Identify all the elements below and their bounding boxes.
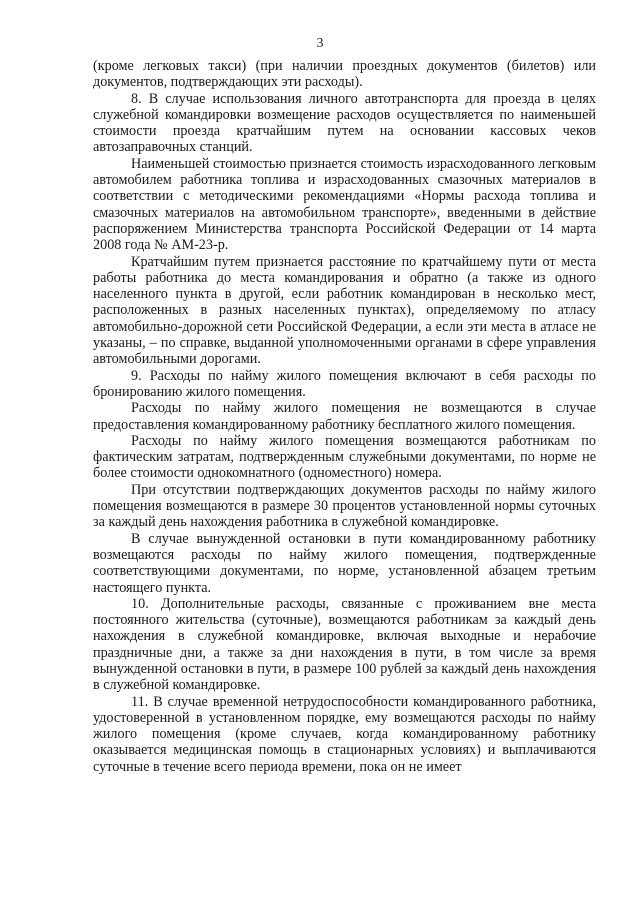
paragraph-item-8: 8. В случае использования личного автотранспорта для проезда в целях служебной командировки возмещение расходов осуществляется по наименьшей стоимости проезда кратчайшим путем на основании кассовых чеков автозаправочных станций.	[93, 90, 596, 156]
paragraph-no-documents: При отсутствии подтверждающих документов расходы по найму жилого помещения возмещаются в размере 30 процентов установленной нормы суточных за каждый день нахождения работника в служебной командировке.	[93, 481, 596, 531]
paragraph-item-11: 11. В случае временной нетрудоспособности командированного работника, удостоверенной в установленном порядке, ему возмещаются расходы по найму жилого помещения (кроме случаев, когда командированному работнику оказывается медицинская помощь в стационарных условиях) и выплачиваются суточные в течение всего периода времени, пока он не имеет	[93, 693, 596, 775]
paragraph-shortest-route: Кратчайшим путем признается расстояние по кратчайшему пути от места работы работника до места командирования и обратно (а также из одного населенного пункта в другой, если работник командирован в несколько мест, расположенных в разных населенных пунктах), определяемому по атласу автомобильно-дорожной сети Российской Федерации, а если эти места в атласе не указаны, – по справке, выданной уполномоченными органами в сфере управления автомобильными дорогами.	[93, 253, 596, 368]
paragraph-lowest-cost: Наименьшей стоимостью признается стоимость израсходованного легковым автомобилем работника топлива и израсходованных смазочных материалов в соответствии с методическими рекомендациями «Нормы расхода топлива и смазочных материалов на автомобильном транспорте», введенными в действие распоряжением Министерства транспорта Российской Федерации от 14 марта 2008 года № АМ-23-р.	[93, 155, 596, 254]
document-body	[93, 58, 596, 775]
paragraph-item-10: 10. Дополнительные расходы, связанные с проживанием вне места постоянного жительства (суточные), возмещаются работникам за каждый день нахождения в служебной командировке, включая выходные и нерабочие праздничные дни, а также за дни нахождения в пути, в том числе за время вынужденной остановки в пути, в размере 100 рублей за каждый день нахождения в служебной командировке.	[93, 595, 596, 694]
paragraph-item-9: 9. Расходы по найму жилого помещения включают в себя расходы по бронированию жилого помещения.	[93, 367, 596, 400]
paragraph-continuation: (кроме легковых такси) (при наличии проездных документов (билетов) или документов, подтверждающих эти расходы).	[93, 58, 596, 91]
paragraph-free-lodging: Расходы по найму жилого помещения не возмещаются в случае предоставления командированному работнику бесплатного жилого помещения.	[93, 400, 596, 433]
paragraph-forced-stop: В случае вынужденной остановки в пути командированному работнику возмещаются расходы по найму жилого помещения, подтвержденные соответствующими документами, по норме, установленной абзацем третьим настоящего пункта.	[93, 530, 596, 596]
page-number: 3	[316, 36, 324, 51]
paragraph-actual-costs: Расходы по найму жилого помещения возмещаются работникам по фактическим затратам, подтвержденным служебными документами, по норме не более стоимости однокомнатного (одноместного) номера.	[93, 432, 596, 482]
